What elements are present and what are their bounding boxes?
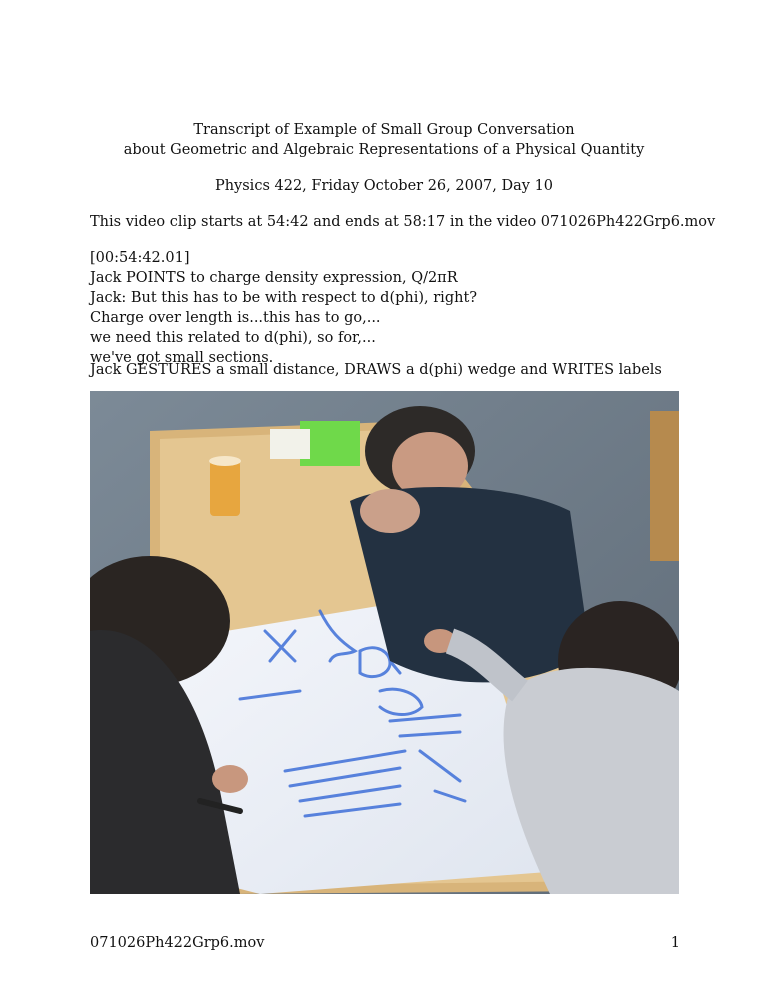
- footer-filename: 071026Ph422Grp6.mov: [90, 935, 265, 951]
- page-number: 1: [670, 935, 680, 951]
- video-still-photo: [90, 391, 679, 894]
- course-line: Physics 422, Friday October 26, 2007, Day 10: [214, 178, 554, 194]
- transcript-line: Jack: But this has to be with respect to d(phi), right?: [90, 290, 478, 306]
- transcript-line: we need this related to d(phi), so for,...: [90, 330, 376, 346]
- action-description: Jack GESTURES a small distance, DRAWS a d(phi) wedge and WRITES labels: [90, 362, 662, 378]
- intro-text: This video clip starts at 54:42 and ends at 58:17 in the video 071026Ph422Grp6.mov: [90, 214, 716, 230]
- title-line-1: Transcript of Example of Small Group Conversation: [193, 122, 575, 138]
- transcript-line: Jack POINTS to charge density expression, Q/2πR: [90, 270, 458, 286]
- photo-illustration: [90, 391, 679, 894]
- transcript-line: we've got small sections.: [90, 350, 274, 366]
- timestamp: [00:54:42.01]: [90, 250, 190, 266]
- title-line-2: about Geometric and Algebraic Representations of a Physical Quantity: [123, 142, 645, 158]
- transcript-line: Charge over length is...this has to go,...: [90, 310, 381, 326]
